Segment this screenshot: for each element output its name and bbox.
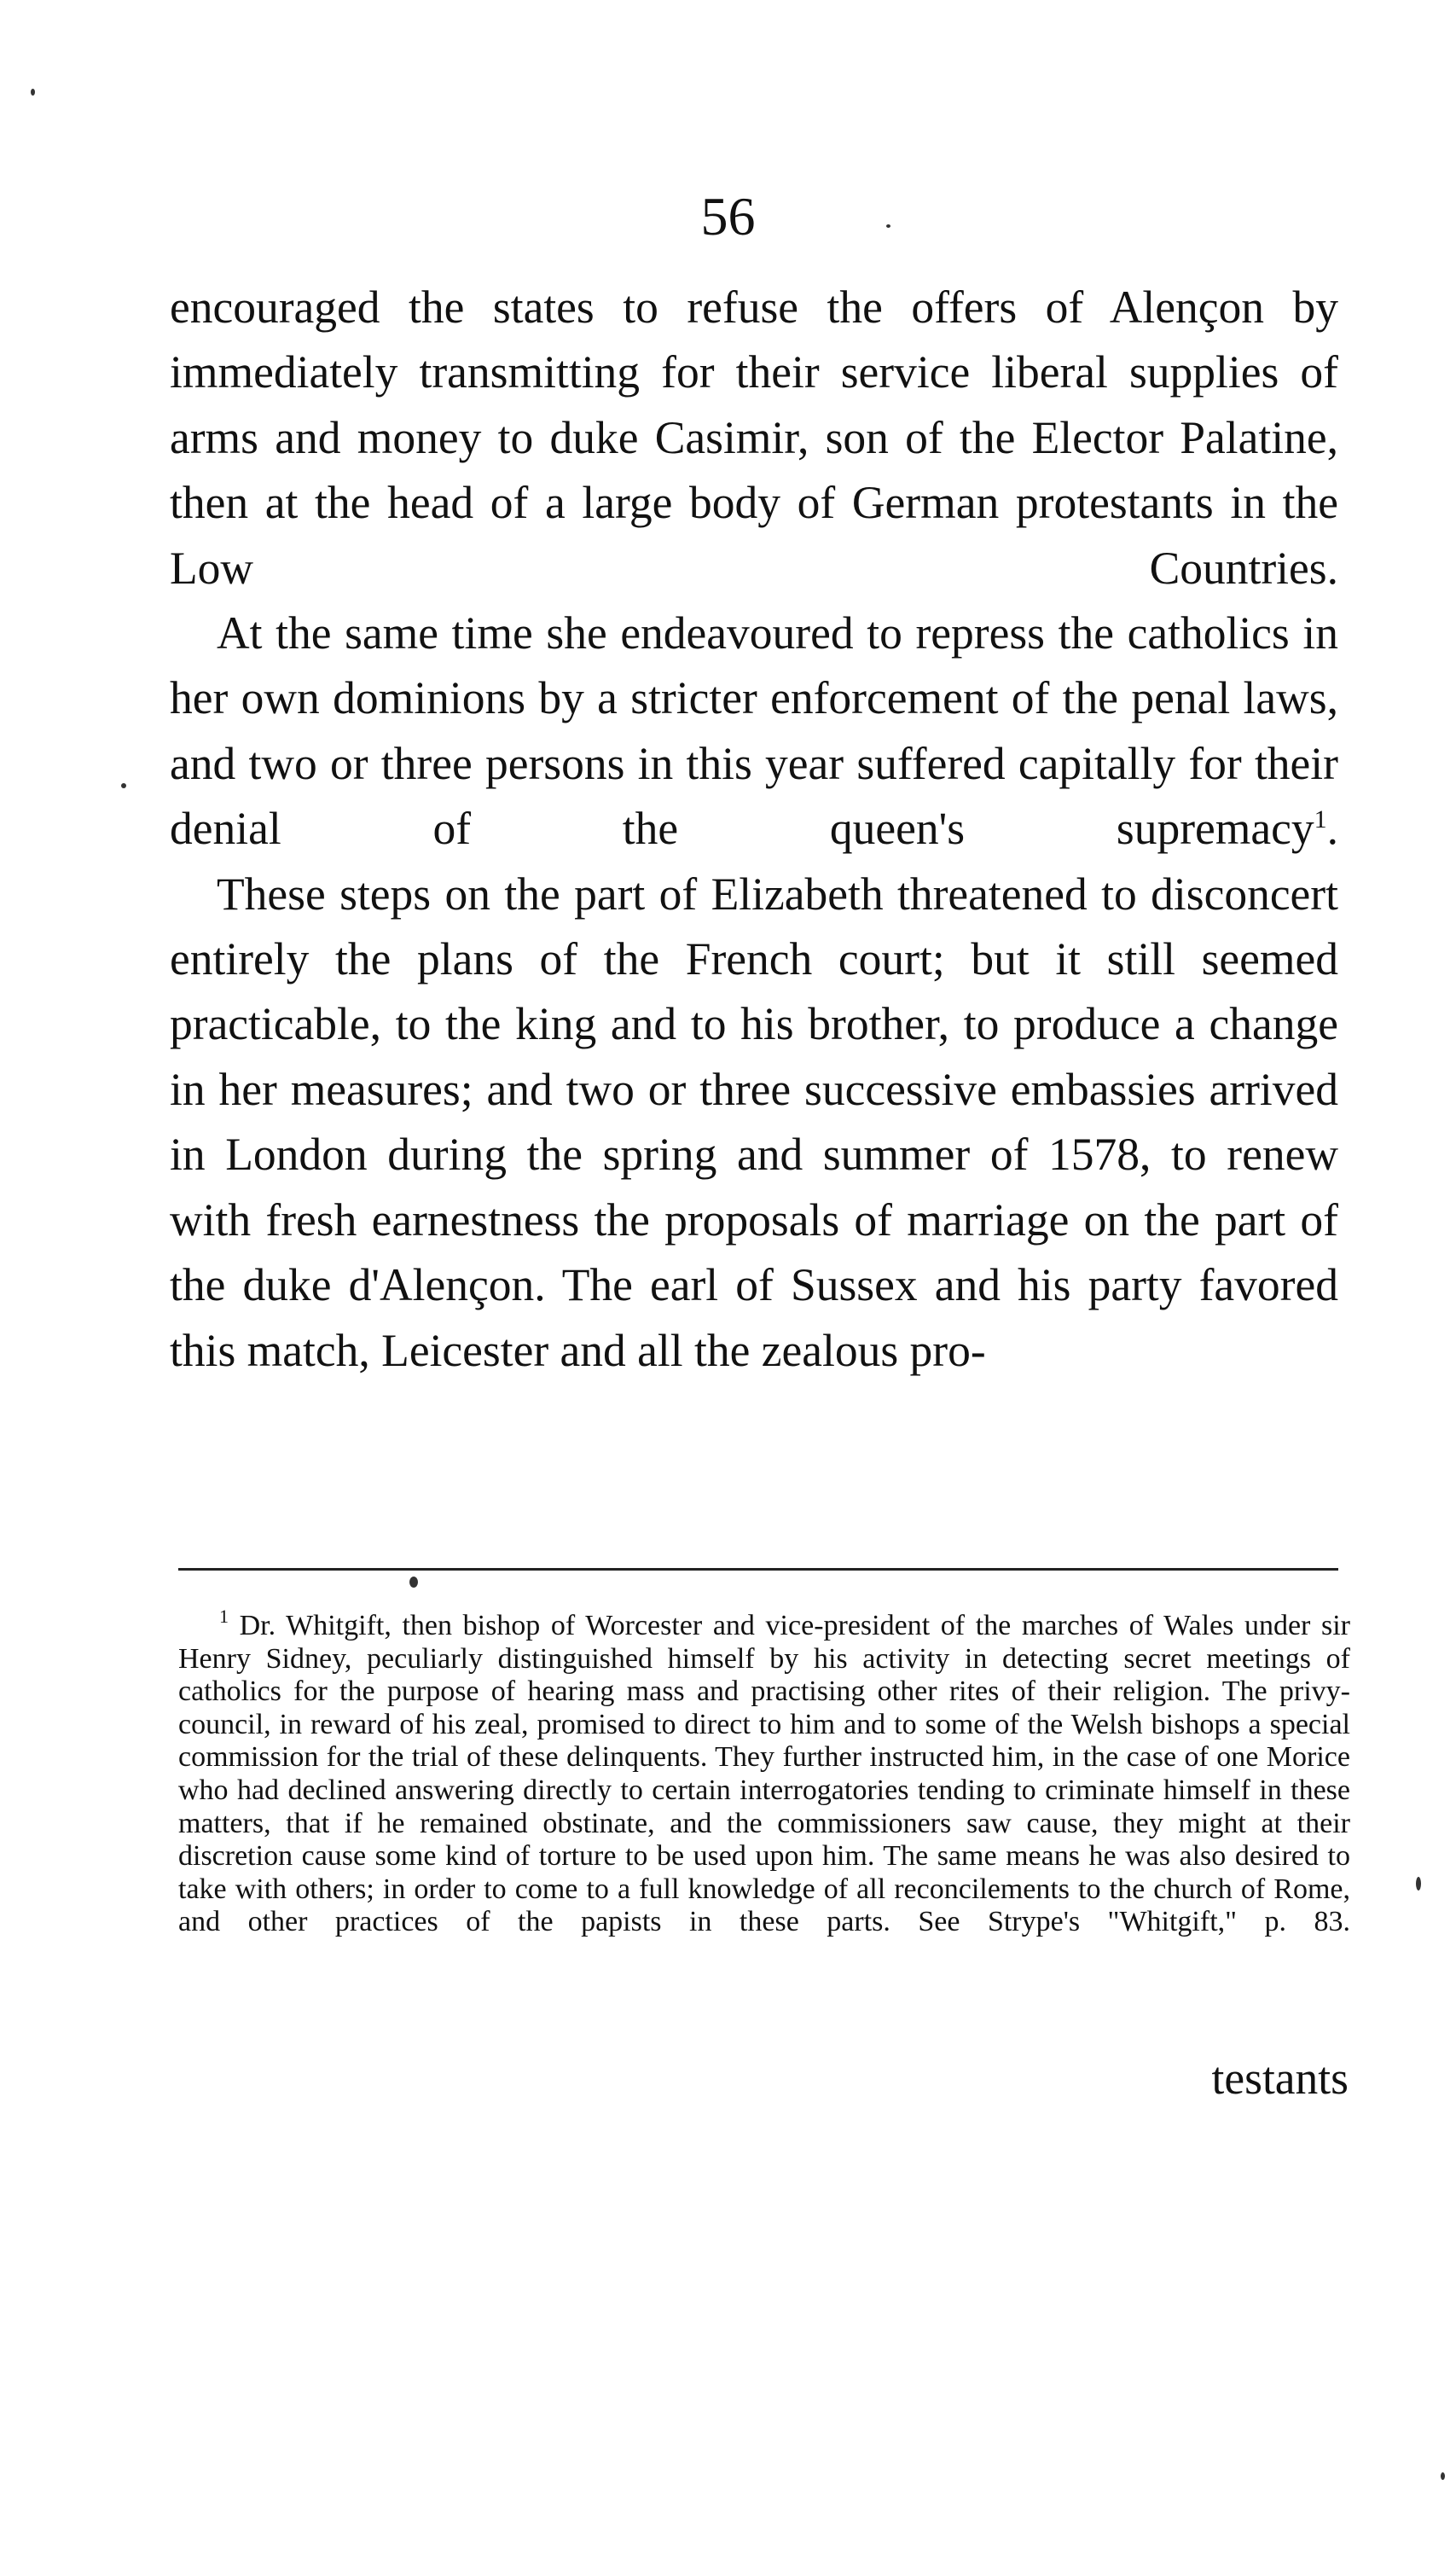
ink-speck — [1441, 2472, 1445, 2480]
ink-speck — [1416, 1877, 1421, 1890]
paragraph-2-text: At the same time she endeavoured to repress the catholics in her own dominions by a stricter enforcement of the penal laws, and two or three persons in this year suffered capitally for their denial of the queen's supremacy — [170, 607, 1338, 855]
ink-speck — [886, 224, 890, 228]
note-reference: 1 — [1314, 805, 1327, 834]
paragraph-2 — [170, 601, 1338, 862]
ink-speck — [409, 1577, 418, 1588]
footnote-rule — [178, 1568, 1338, 1571]
catchword: testants — [1211, 2053, 1349, 2104]
page-number: 56 — [700, 186, 756, 247]
footnote — [178, 1606, 1350, 1939]
main-text — [170, 275, 1338, 1383]
footnote-marker: 1 — [219, 1606, 229, 1627]
footnote-text: Dr. Whitgift, then bishop of Worcester and vice-president of the marches of Wales under sir Henry Sidney, peculiarly distinguished himself by his activity in detecting secret meetings of catholics for the purpose of hearing mass and practising other rites of their religion. The privy-council, in reward of his zeal, promised to direct to him and to some of the Welsh bishops a special commission for the trial of these delinquents. They further instructed him, in the case of one Morice who had declined answering directly to certain interrogatories tending to criminate himself in these matters, that if he remained obstinate, and the commissioners saw cause, they might at their discretion cause some kind of torture to be used upon him. The same means he was also desired to take with others; in order to come to a full knowledge of all reconcilements to the church of Rome, and other practices of the papists in these parts. See Strype's "Whitgift," p. 83. — [178, 1610, 1350, 1938]
note-reference-period: . — [1326, 803, 1338, 855]
ink-speck — [121, 783, 126, 788]
paragraph-3: These steps on the part of Elizabeth threatened to disconcert entirely the plans of the French court; but it still seemed practicable, to the king and to his brother, to produce a change in her measures; and two or three successive embassies arrived in London during the spring and summer of 1578, to renew with fresh earnestness the proposals of marriage on the part of the duke d'Alençon. The earl of Sussex and his party favored this match, Leicester and all the zealous pro- — [170, 868, 1338, 1376]
paragraph-1: encouraged the states to refuse the offers of Alençon by immediately transmitting for their service liberal supplies of arms and money to duke Casimir, son of the Elector Palatine, then at the head of a large body of German protestants in the Low Countries. — [170, 282, 1338, 594]
ink-speck — [31, 89, 35, 96]
